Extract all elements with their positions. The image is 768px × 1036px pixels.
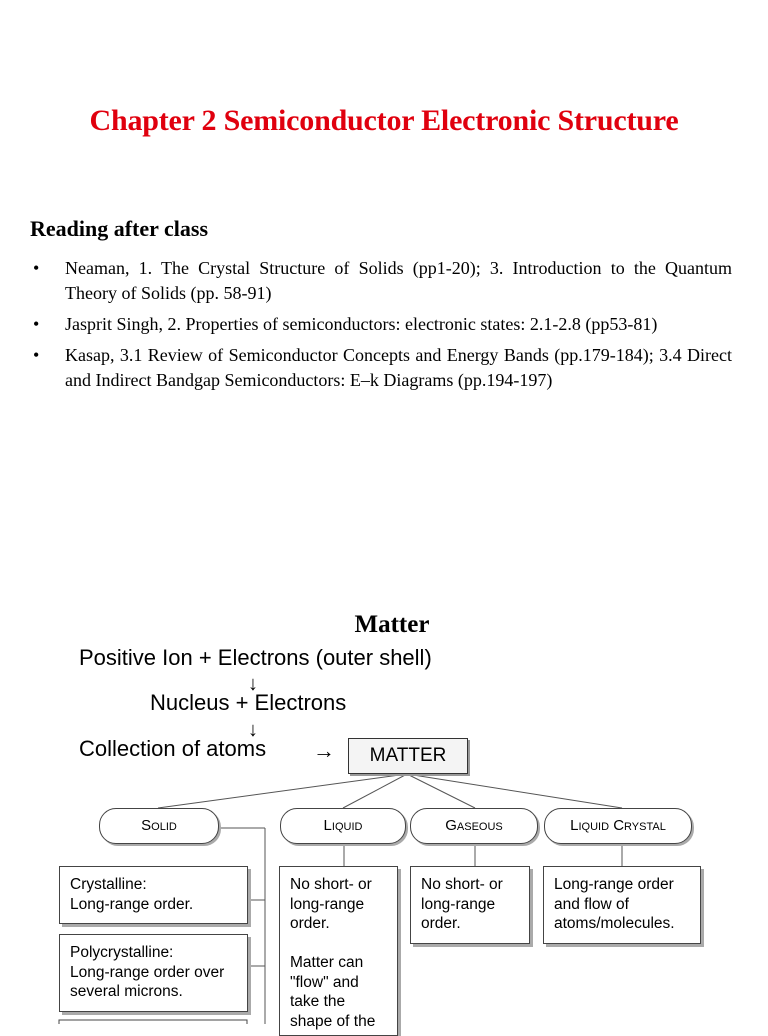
liquid-box: No short- or long-range order. Matter can "flow" and take the shape of the <box>279 866 398 1036</box>
reading-item-text: Jasprit Singh, 2. Properties of semiconductors: electronic states: 2.1-2.8 (pp53-81) <box>65 314 658 334</box>
polycrystalline-box: Polycrystalline: Long-range order over several microns. <box>59 934 248 1012</box>
collection-atoms-label: Collection of atoms <box>79 736 267 761</box>
right-arrow-icon: → <box>313 738 335 763</box>
gaseous-category: Gaseous <box>410 808 538 844</box>
bullet-icon: • <box>33 258 40 278</box>
matter-box: MATTER <box>348 738 468 774</box>
figure-heading: Matter <box>354 611 430 638</box>
down-arrow-icon: ↓ <box>248 719 258 741</box>
reading-item-text: Neaman, 1. The Crystal Structure of Solids (pp1-20); 3. Introduction to the Quantum Theory of Solids (pp. 58-91) <box>65 258 732 303</box>
reading-heading: Reading after class <box>30 216 209 241</box>
liquid-crystal-box: Long-range order and flow of atoms/molecules. <box>543 866 701 944</box>
liquid-category: Liquid <box>280 808 406 844</box>
gaseous-box: No short- or long-range order. <box>410 866 530 944</box>
chapter-title: Chapter 2 Semiconductor Electronic Structure <box>89 104 679 137</box>
nucleus-electrons-label: Nucleus + Electrons <box>150 690 347 715</box>
crystalline-box: Crystalline: Long-range order. <box>59 866 248 924</box>
bullet-icon: • <box>33 345 40 365</box>
down-arrow-icon: ↓ <box>248 673 258 695</box>
ion-electrons-label: Positive Ion + Electrons (outer shell) <box>79 645 432 670</box>
bullet-icon: • <box>33 314 40 334</box>
solid-category: Solid <box>99 808 219 844</box>
liquid-crystal-category: Liquid Crystal <box>544 808 692 844</box>
reading-item-text: Kasap, 3.1 Review of Semiconductor Concepts and Energy Bands (pp.179-184); 3.4 Direct and Indirect Bandgap Semiconductors: E–k Diagrams (pp.194-197) <box>65 345 732 390</box>
